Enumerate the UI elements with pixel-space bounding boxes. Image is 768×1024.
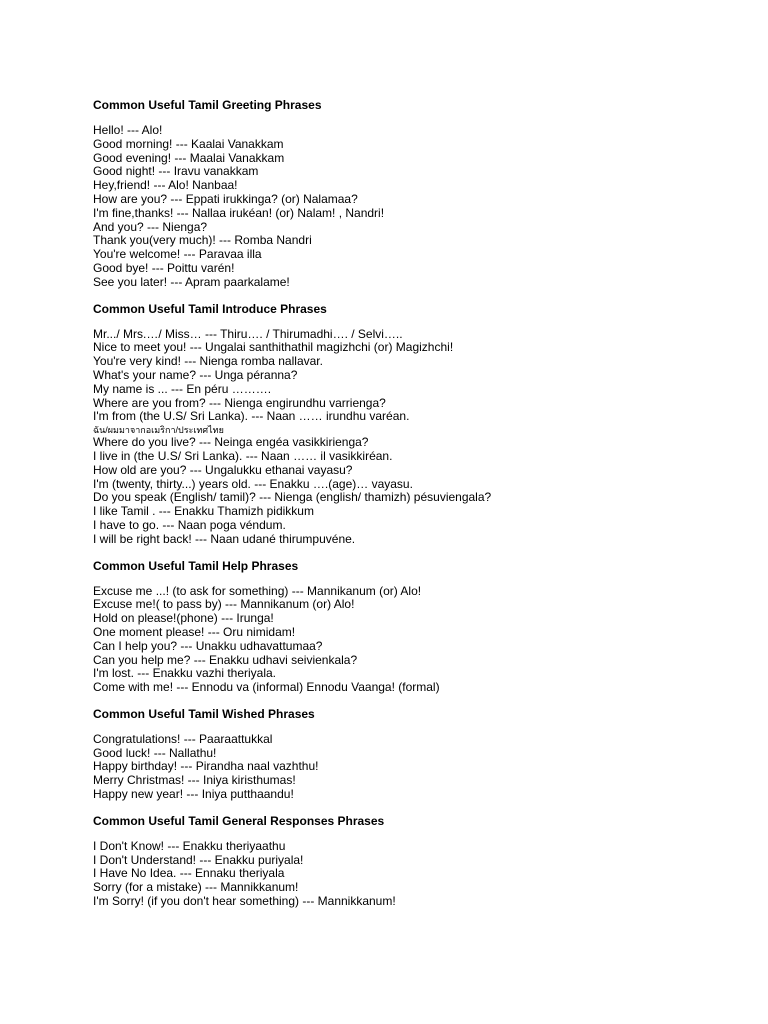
section-introduce [93,302,733,547]
phrase-line: Where do you live? --- Neinga engéa vasikkirienga? [93,435,369,450]
phrase-line: See you later! --- Apram paarkalame! [93,274,290,289]
section-heading: Common Useful Tamil Introduce Phrases [93,301,327,316]
phrase-line: Good luck! --- Nallathu! [93,745,217,760]
section-heading: Common Useful Tamil General Responses Phrases [93,813,385,828]
phrase-line: Can you help me? --- Enakku udhavi seivienkala? [93,652,358,667]
phrase-line: Excuse me ...! (to ask for something) --- Mannikanum (or) Alo! [93,583,422,598]
phrase-line: Can I help you? --- Unakku udhavattumaa? [93,638,323,653]
phrase-line: Excuse me!( to pass by) --- Mannikanum (or) Alo! [93,597,355,612]
phrase-line: Nice to meet you! --- Ungalai santhithathil magizhchi (or) Magizhchi! [93,340,454,355]
section-greeting [93,98,733,290]
section-heading: Common Useful Tamil Greeting Phrases [93,98,322,112]
phrase-line: I Don't Know! --- Enakku theriyaathu [93,838,286,853]
section-general-responses [93,814,733,909]
phrase-line: You're welcome! --- Paravaa illa [93,247,262,262]
phrase-line: Hello! --- Alo! [93,123,163,137]
phrase-line: Hold on please!(phone) --- Irunga! [93,611,274,626]
thai-note-line: ฉัน/ผมมาจากอเมริกา/ประเทศไทย [93,425,224,436]
phrase-line: I'm lost. --- Enakku vazhi theriyala. [93,666,277,681]
phrase-line: Where are you from? --- Nienga engirundhu varrienga? [93,395,386,410]
phrase-line: I'm (twenty, thirty...) years old. --- Enakku ….(age)… vayasu. [93,476,413,491]
section-heading: Common Useful Tamil Help Phrases [93,558,299,573]
phrase-line: Good evening! --- Maalai Vanakkam [93,150,285,165]
phrase-line: I Don't Understand! --- Enakku puriyala! [93,852,304,867]
phrase-line: I Have No Idea. --- Ennaku theriyala [93,866,285,881]
phrase-line: I'm Sorry! (if you don't hear something) --- Mannikkanum! [93,894,396,909]
section-wished [93,707,733,802]
phrase-line: My name is ... --- En péru ………. [93,381,272,396]
document-body [93,98,733,909]
phrase-line: I live in (the U.S/ Sri Lanka). --- Naan …… il vasikkiréan. [93,448,393,463]
phrase-line: Merry Christmas! --- Iniya kiristhumas! [93,773,296,788]
section-help [93,559,733,695]
phrase-line: Thank you(very much)! --- Romba Nandri [93,233,312,248]
section-heading: Common Useful Tamil Wished Phrases [93,706,315,721]
phrase-line: I will be right back! --- Naan udané thirumpuvéne. [93,531,356,546]
phrase-line: I'm from (the U.S/ Sri Lanka). --- Naan …… irundhu varéan. [93,409,410,424]
phrase-line: Good night! --- Iravu vanakkam [93,164,259,179]
phrase-line: Happy birthday! --- Pirandha naal vazhthu! [93,759,319,774]
phrase-line: One moment please! --- Oru nimidam! [93,624,296,639]
phrase-line: Do you speak (English/ tamil)? --- Nienga (english/ thamizh) pésuviengala? [93,490,492,505]
phrase-line: How old are you? --- Ungalukku ethanai vayasu? [93,462,353,477]
phrase-line: I'm fine,thanks! --- Nallaa irukéan! (or) Nalam! , Nandri! [93,205,385,220]
phrase-line: You're very kind! --- Nienga romba nallavar. [93,354,323,369]
phrase-line: What's your name? --- Unga péranna? [93,367,298,382]
phrase-line: How are you? --- Eppati irukkinga? (or) Nalamaa? [93,191,358,206]
phrase-line: I like Tamil . --- Enakku Thamizh pidikkum [93,504,314,519]
phrase-line: And you? --- Nienga? [93,219,208,234]
phrase-line: Mr.../ Mrs.…/ Miss… --- Thiru…. / Thirumadhi…. / Selvi….. [93,326,403,341]
phrase-line: Good bye! --- Poittu varén! [93,260,235,275]
phrase-line: Congratulations! --- Paaraattukkal [93,731,273,746]
phrase-line: Hey,friend! --- Alo! Nanbaa! [93,178,238,193]
phrase-line: I have to go. --- Naan poga véndum. [93,517,286,532]
phrase-line: Come with me! --- Ennodu va (informal) Ennodu Vaanga! (formal) [93,680,440,695]
phrase-line: Good morning! --- Kaalai Vanakkam [93,136,284,151]
phrase-line: Sorry (for a mistake) --- Mannikkanum! [93,880,299,895]
phrase-line: Happy new year! --- Iniya putthaandu! [93,787,294,802]
